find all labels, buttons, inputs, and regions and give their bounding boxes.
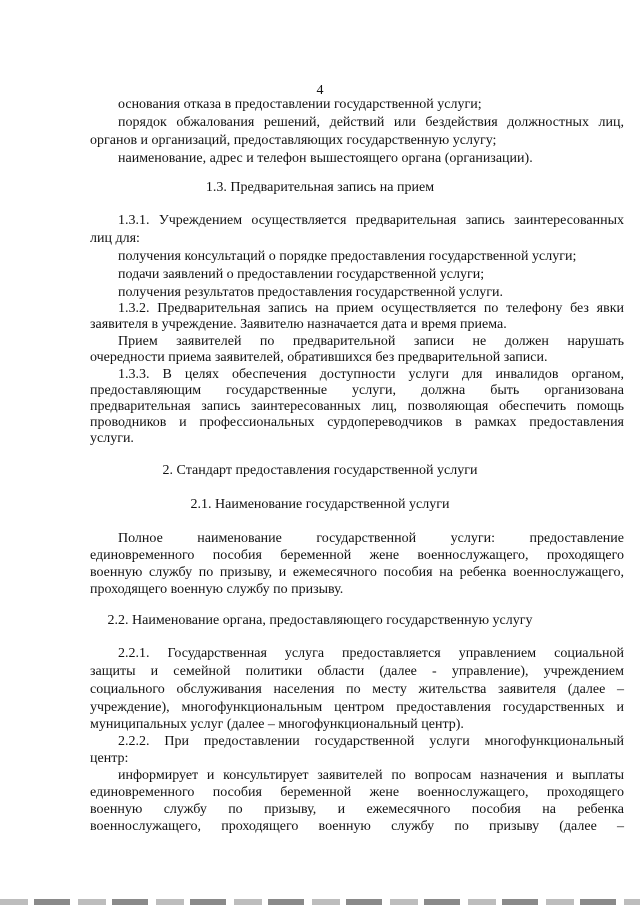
section-heading: 2. Стандарт предоставления государственной услуги bbox=[162, 463, 478, 478]
text-line: 1.3.2. Предварительная запись на прием осуществляется по телефону без явки bbox=[118, 301, 624, 316]
text-line: проходящего военную службу по призыву. bbox=[90, 582, 344, 597]
text-line: военнослужащего, проходящего военную службу по призыву (далее – bbox=[90, 819, 624, 834]
subsection-heading: 2.2. Наименование органа, предоставляющего государственную услугу bbox=[107, 613, 533, 628]
text-line: защиты и семейной политики области (далее - управление), учреждением bbox=[90, 664, 624, 679]
text-line: лиц для: bbox=[90, 231, 140, 246]
scan-artifact-strip bbox=[0, 899, 640, 905]
text-line: подачи заявлений о предоставлении государственной услуги; bbox=[118, 267, 485, 282]
text-line: центр: bbox=[90, 751, 129, 766]
text-line: наименование, адрес и телефон вышестоящего органа (организации). bbox=[118, 151, 533, 166]
page-number: 4 bbox=[316, 83, 324, 98]
text-line: информирует и консультирует заявителей по вопросам назначения и выплаты bbox=[118, 768, 624, 783]
text-line: получения результатов предоставления государственной услуги. bbox=[118, 285, 503, 300]
subsection-heading: 2.1. Наименование государственной услуги bbox=[190, 497, 450, 512]
text-line: очередности приема заявителей, обратившихся без предварительной записи. bbox=[90, 350, 548, 365]
text-line: социального обслуживания населения по месту жительства заявителя (далее – bbox=[90, 682, 624, 697]
text-line: 2.2.2. При предоставлении государственной услуги многофункциональный bbox=[118, 734, 624, 749]
text-line: единовременного пособия беременной жене военнослужащего, проходящего bbox=[90, 785, 624, 800]
text-line: Прием заявителей по предварительной записи не должен нарушать bbox=[118, 334, 624, 349]
text-line: Полное наименование государственной услуги: предоставление bbox=[118, 531, 624, 546]
text-line: военную службу по призыву, и ежемесячного пособия на ребенка bbox=[90, 802, 624, 817]
text-line: предоставляющим государственные услуги, должна быть организована bbox=[90, 383, 624, 398]
text-line: муниципальных услуг (далее – многофункциональный центр). bbox=[90, 717, 464, 732]
text-line: учреждение), многофункциональным центром предоставления государственных и bbox=[90, 700, 624, 715]
text-line: заявителя в учреждение. Заявителю назначается дата и время приема. bbox=[90, 317, 507, 332]
text-line: услуги. bbox=[90, 431, 134, 446]
text-line: получения консультаций о порядке предоставления государственной услуги; bbox=[118, 249, 577, 264]
text-line: 2.2.1. Государственная услуга предоставляется управлением социальной bbox=[118, 646, 624, 661]
text-line: порядок обжалования решений, действий или бездействия должностных лиц, bbox=[118, 115, 624, 130]
text-line: предварительная запись заинтересованных лиц, позволяющая обеспечить помощь bbox=[90, 399, 624, 414]
text-line: военную службу по призыву, и ежемесячного пособия на ребенка военнослужащего, bbox=[90, 565, 624, 580]
text-line: 1.3.1. Учреждением осуществляется предварительная запись заинтересованных bbox=[118, 213, 624, 228]
text-line: проводников и профессиональных сурдопереводчиков в рамках предоставления bbox=[90, 415, 624, 430]
text-line: основания отказа в предоставлении государственной услуги; bbox=[118, 97, 482, 112]
text-line: органов и организаций, предоставляющих государственную услугу; bbox=[90, 133, 497, 148]
text-line: единовременного пособия беременной жене военнослужащего, проходящего bbox=[90, 548, 624, 563]
section-heading: 1.3. Предварительная запись на прием bbox=[205, 180, 435, 195]
text-line: 1.3.3. В целях обеспечения доступности услуги для инвалидов органом, bbox=[118, 367, 624, 382]
